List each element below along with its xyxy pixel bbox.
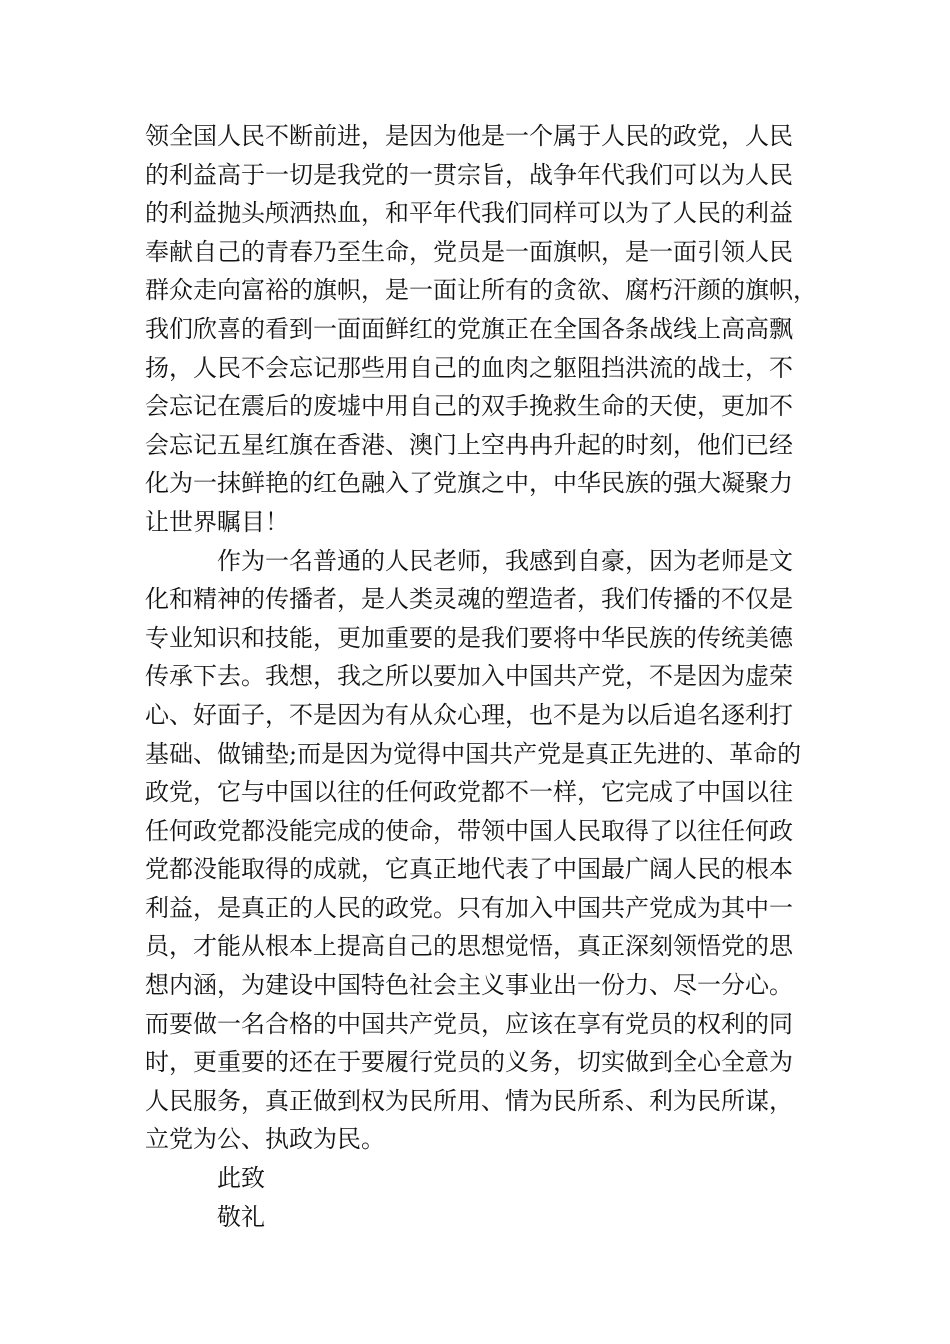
text-line: 时，更重要的还在于要履行党员的义务，切实做到全心全意为 [145,1048,793,1077]
paragraph-1 [145,117,817,542]
text-line: 的利益高于一切是我党的一贯宗旨，战争年代我们可以为人民 [145,160,793,189]
text-line: 扬，人民不会忘记那些用自己的血肉之躯阻挡洪流的战士，不 [145,353,793,382]
closing-regards: 敬礼 [217,1202,265,1231]
text-line: 基础、做铺垫;而是因为觉得中国共产党是真正先进的、革命的 [145,739,802,768]
text-line: 专业知识和技能，更加重要的是我们要将中华民族的传统美德 [145,623,793,652]
text-line: 人民服务，真正做到权为民所用、情为民所系、利为民所谋， [145,1086,793,1115]
text-line: 员，才能从根本上提高自己的思想觉悟，真正深刻领悟党的思 [145,932,793,961]
closing-salutation: 此致 [217,1164,265,1193]
text-line: 群众走向富裕的旗帜，是一面让所有的贪欲、腐朽汗颜的旗帜， [145,276,817,305]
text-line: 化和精神的传播者，是人类灵魂的塑造者，我们传播的不仅是 [145,585,793,614]
document-body [145,117,817,1236]
text-line: 想内涵，为建设中国特色社会主义事业出一份力、尽一分心。 [145,971,793,1000]
text-line: 奉献自己的青春乃至生命，党员是一面旗帜，是一面引领人民 [145,237,793,266]
text-line: 立党为公、执政为民。 [145,1125,385,1154]
text-line: 化为一抹鲜艳的红色融入了党旗之中，中华民族的强大凝聚力 [145,469,793,498]
text-line: 利益，是真正的人民的政党。只有加入中国共产党成为其中一 [145,893,793,922]
text-line: 党都没能取得的成就，它真正地代表了中国最广阔人民的根本 [145,855,793,884]
text-line: 心、好面子，不是因为有从众心理，也不是为以后追名逐利打 [145,700,793,729]
paragraph-2 [145,542,805,1160]
text-line: 领全国人民不断前进，是因为他是一个属于人民的政党，人民 [145,122,793,150]
text-line: 而要做一名合格的中国共产党员，应该在享有党员的权利的同 [145,1009,793,1038]
text-line: 会忘记在震后的废墟中用自己的双手挽救生命的天使，更加不 [145,392,793,421]
text-line-indented: 作为一名普通的人民老师，我感到自豪，因为老师是文 [217,546,793,575]
text-line: 会忘记五星红旗在香港、澳门上空冉冉升起的时刻，他们已经 [145,430,793,459]
text-line: 政党，它与中国以往的任何政党都不一样，它完成了中国以往 [145,778,793,807]
text-line: 的利益抛头颅洒热血，和平年代我们同样可以为了人民的利益 [145,199,793,228]
closing [145,1159,805,1236]
text-line: 让世界瞩目！ [145,507,289,536]
text-line: 我们欣喜的看到一面面鲜红的党旗正在全国各条战线上高高飘 [145,314,793,343]
text-line: 传承下去。我想，我之所以要加入中国共产党，不是因为虚荣 [145,662,793,691]
text-line: 任何政党都没能完成的使命，带领中国人民取得了以往任何政 [145,816,793,845]
